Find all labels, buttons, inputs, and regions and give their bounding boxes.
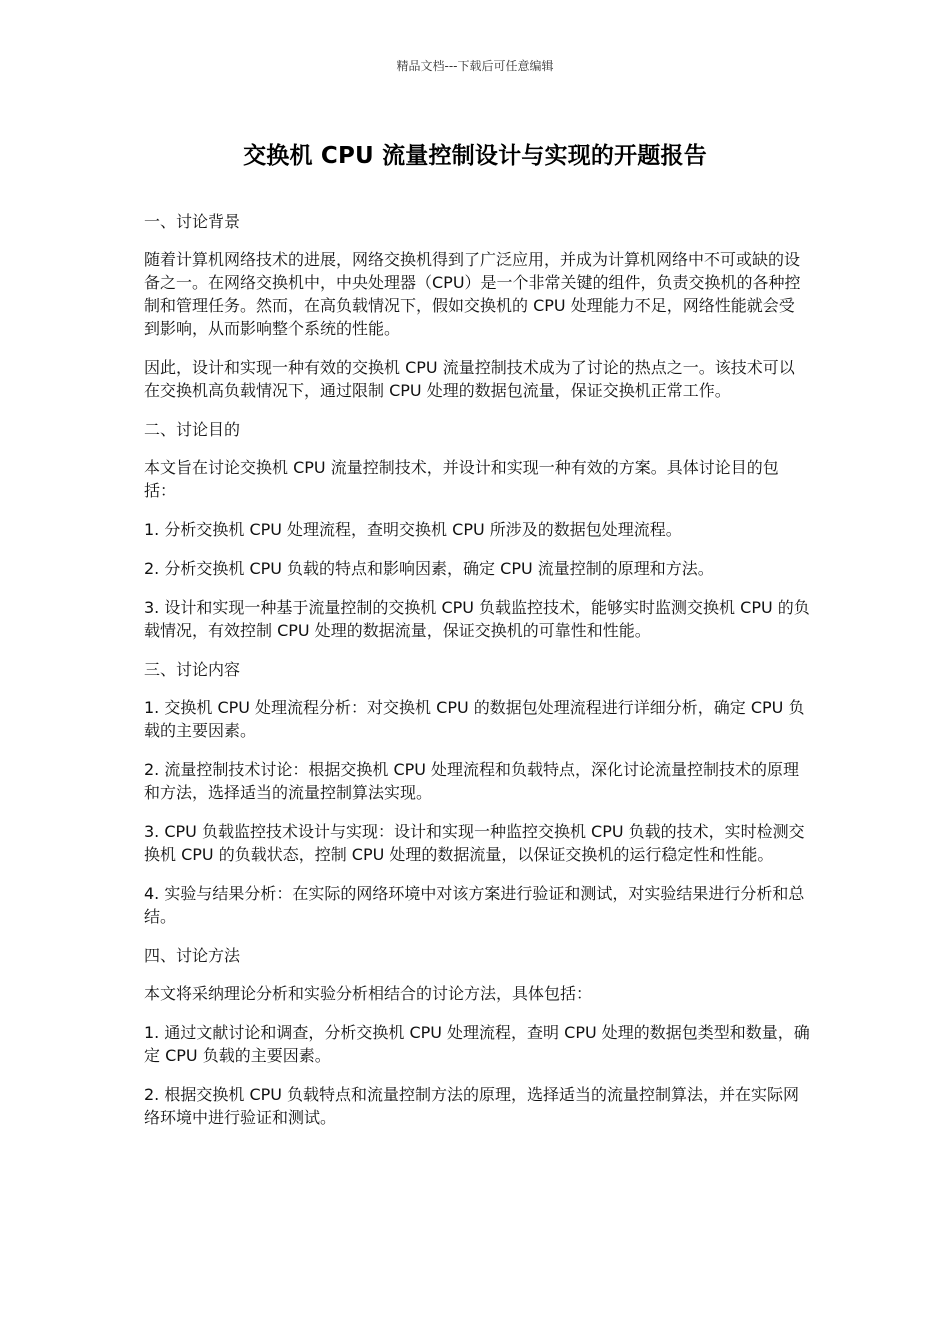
list-item: 4. 实验与结果分析：在实际的网络环境中对该方案进行验证和测试，对实验结果进行分析和总结。 — [144, 884, 805, 926]
list-item: 3. CPU 负载监控技术设计与实现：设计和实现一种监控交换机 CPU 负载的技术，实时检测交换机 CPU 的负载状态，控制 CPU 处理的数据流量，以保证交换机的运行稳定性和性能。 — [144, 822, 805, 864]
list-item: 3. 设计和实现一种基于流量控制的交换机 CPU 负载监控技术，能够实时监测交换机 CPU 的负载情况，有效控制 CPU 处理的数据流量，保证交换机的可靠性和性能。 — [144, 598, 810, 640]
paragraph: 本文旨在讨论交换机 CPU 流量控制技术，并设计和实现一种有效的方案。具体讨论目的包括： — [144, 458, 779, 500]
page-header: 精品文档---下载后可任意编辑 — [396, 59, 554, 73]
list-item: 2. 分析交换机 CPU 负载的特点和影响因素，确定 CPU 流量控制的原理和方法。 — [144, 559, 714, 578]
section-heading-content: 三、讨论内容 — [144, 660, 241, 679]
section-heading-purpose: 二、讨论目的 — [144, 420, 241, 439]
paragraph: 本文将采纳理论分析和实验分析相结合的讨论方法，具体包括： — [144, 984, 593, 1003]
document-title: 交换机 CPU 流量控制设计与实现的开题报告 — [243, 143, 707, 169]
paragraph: 随着计算机网络技术的进展，网络交换机得到了广泛应用，并成为计算机网络中不可或缺的设备之一。在网络交换机中，中央处理器（CPU）是一个非常关键的组件，负责交换机的各种控制和管理任务。然而，在高负载情况下，假如交换机的 CPU 处理能力不足，网络性能就会受到影响，从而影响整个系统的性能。 — [144, 250, 801, 338]
section-heading-method: 四、讨论方法 — [144, 946, 241, 965]
document-body — [144, 210, 810, 1145]
paragraph: 因此，设计和实现一种有效的交换机 CPU 流量控制技术成为了讨论的热点之一。该技术可以在交换机高负载情况下，通过限制 CPU 处理的数据包流量，保证交换机正常工作。 — [144, 358, 795, 400]
list-item: 1. 通过文献讨论和调查，分析交换机 CPU 处理流程，查明 CPU 处理的数据包类型和数量，确定 CPU 负载的主要因素。 — [144, 1023, 810, 1065]
list-item: 1. 分析交换机 CPU 处理流程，查明交换机 CPU 所涉及的数据包处理流程。 — [144, 520, 682, 539]
list-item: 2. 根据交换机 CPU 负载特点和流量控制方法的原理，选择适当的流量控制算法，并在实际网络环境中进行验证和测试。 — [144, 1085, 800, 1127]
list-item: 2. 流量控制技术讨论：根据交换机 CPU 处理流程和负载特点，深化讨论流量控制技术的原理和方法，选择适当的流量控制算法实现。 — [144, 760, 800, 802]
list-item: 1. 交换机 CPU 处理流程分析：对交换机 CPU 的数据包处理流程进行详细分析，确定 CPU 负载的主要因素。 — [144, 698, 805, 740]
section-heading-background: 一、讨论背景 — [144, 212, 241, 231]
